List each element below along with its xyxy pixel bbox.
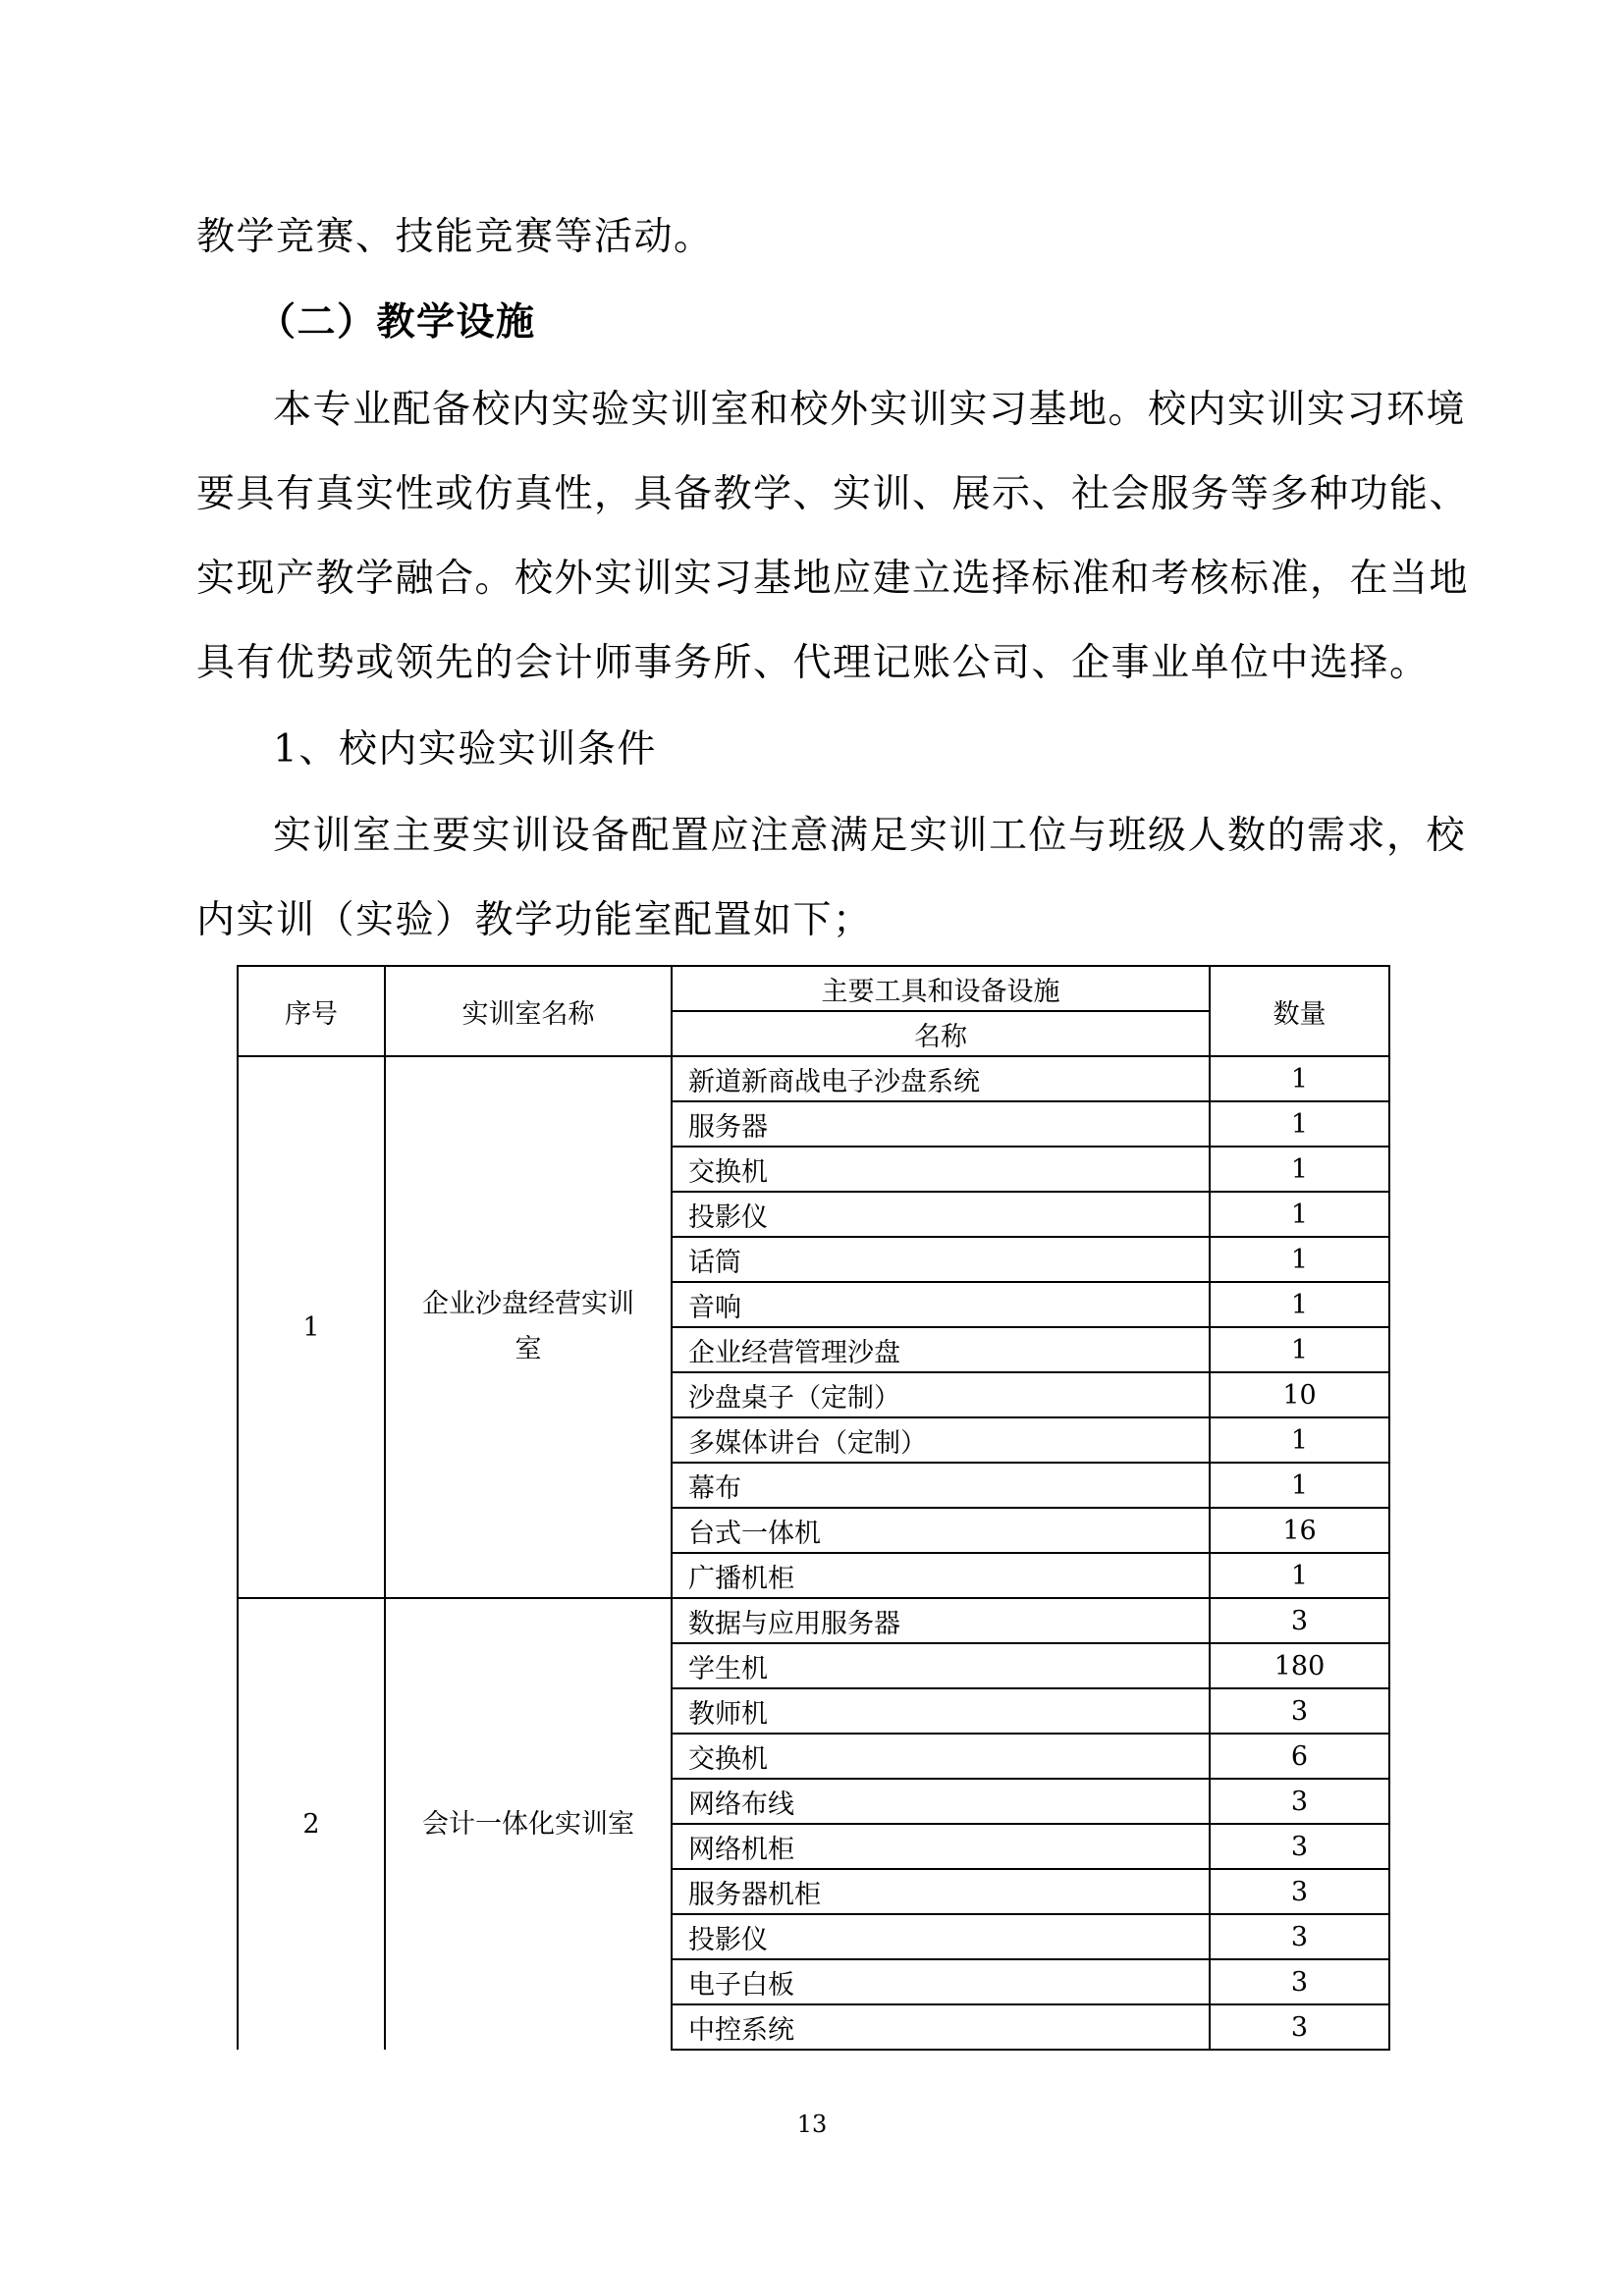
header-quantity: 数量 <box>1210 966 1389 1056</box>
equipment-name-cell: 交换机 <box>672 1147 1210 1192</box>
paragraph-line: 本专业配备校内实验实训室和校外实训实习基地。校内实训实习环境 <box>273 388 1467 432</box>
equipment-quantity-cell: 1 <box>1210 1282 1389 1327</box>
equipment-quantity-cell: 1 <box>1210 1463 1389 1508</box>
equipment-quantity-cell: 180 <box>1210 1643 1389 1688</box>
equipment-name-cell: 网络布线 <box>672 1779 1210 1824</box>
equipment-name-cell: 广播机柜 <box>672 1553 1210 1598</box>
equipment-name-cell: 电子白板 <box>672 1959 1210 2004</box>
equipment-name-cell: 沙盘桌子（定制） <box>672 1372 1210 1417</box>
equipment-name-cell: 数据与应用服务器 <box>672 1598 1210 1643</box>
equipment-quantity-cell: 1 <box>1210 1192 1389 1237</box>
header-room-name: 实训室名称 <box>385 966 672 1056</box>
table-header-row <box>238 966 1389 1011</box>
paragraph-line: 内实训（实验）教学功能室配置如下； <box>196 898 873 942</box>
equipment-quantity-cell: 3 <box>1210 1869 1389 1914</box>
equipment-name-cell: 服务器机柜 <box>672 1869 1210 1914</box>
paragraph-line: 具有优势或领先的会计师事务所、代理记账公司、企事业单位中选择。 <box>196 641 1430 685</box>
equipment-name-cell: 新道新商战电子沙盘系统 <box>672 1056 1210 1101</box>
equipment-name-cell: 投影仪 <box>672 1192 1210 1237</box>
equipment-quantity-cell: 1 <box>1210 1327 1389 1372</box>
subsection-heading: 1、校内实验实训条件 <box>273 727 657 772</box>
equipment-quantity-cell: 1 <box>1210 1056 1389 1101</box>
room-name-line: 企业沙盘经营实训 <box>422 1289 634 1319</box>
equipment-name-cell: 幕布 <box>672 1463 1210 1508</box>
equipment-quantity-cell: 3 <box>1210 1598 1389 1643</box>
room-name-line: 会计一体化实训室 <box>422 1808 634 1840</box>
equipment-name-cell: 服务器 <box>672 1101 1210 1147</box>
equipment-name-cell: 台式一体机 <box>672 1508 1210 1553</box>
equipment-name-cell: 音响 <box>672 1282 1210 1327</box>
equipment-quantity-cell: 3 <box>1210 2004 1389 2050</box>
equipment-name-cell: 话筒 <box>672 1237 1210 1282</box>
equipment-quantity-cell: 3 <box>1210 1914 1389 1959</box>
paragraph-continuation: 教学竞赛、技能竞赛等活动。 <box>196 215 714 259</box>
equipment-quantity-cell: 1 <box>1210 1237 1389 1282</box>
equipment-name-cell: 投影仪 <box>672 1914 1210 1959</box>
room-name-line: 室 <box>514 1334 542 1364</box>
room-seq-cell: 2 <box>238 1598 385 2050</box>
equipment-quantity-cell: 3 <box>1210 1779 1389 1824</box>
equipment-name-cell: 多媒体讲台（定制） <box>672 1417 1210 1463</box>
equipment-quantity-cell: 1 <box>1210 1553 1389 1598</box>
equipment-quantity-cell: 3 <box>1210 1688 1389 1734</box>
equipment-quantity-cell: 1 <box>1210 1417 1389 1463</box>
room-name-cell <box>385 1598 672 2050</box>
equipment-quantity-cell: 3 <box>1210 1824 1389 1869</box>
paragraph-line: 实现产教学融合。校外实训实习基地应建立选择标准和考核标准，在当地 <box>196 557 1470 601</box>
paragraph-line: 实训室主要实训设备配置应注意满足实训工位与班级人数的需求，校 <box>273 814 1467 858</box>
header-equipment-name: 名称 <box>672 1011 1210 1056</box>
equipment-table <box>237 965 1390 2051</box>
header-seq: 序号 <box>238 966 385 1056</box>
room-name-cell <box>385 1056 672 1598</box>
equipment-name-cell: 网络机柜 <box>672 1824 1210 1869</box>
equipment-quantity-cell: 16 <box>1210 1508 1389 1553</box>
page-number: 13 <box>796 2110 828 2138</box>
equipment-quantity-cell: 1 <box>1210 1101 1389 1147</box>
equipment-quantity-cell: 1 <box>1210 1147 1389 1192</box>
equipment-name-cell: 学生机 <box>672 1643 1210 1688</box>
equipment-name-cell: 交换机 <box>672 1734 1210 1779</box>
equipment-quantity-cell: 3 <box>1210 1959 1389 2004</box>
header-equipment-group: 主要工具和设备设施 <box>672 966 1210 1011</box>
equipment-name-cell: 企业经营管理沙盘 <box>672 1327 1210 1372</box>
equipment-quantity-cell: 10 <box>1210 1372 1389 1417</box>
equipment-quantity-cell: 6 <box>1210 1734 1389 1779</box>
table-row <box>238 1598 1389 1643</box>
room-seq-cell: 1 <box>238 1056 385 1598</box>
equipment-name-cell: 中控系统 <box>672 2004 1210 2050</box>
equipment-name-cell: 教师机 <box>672 1688 1210 1734</box>
paragraph-line: 要具有真实性或仿真性，具备教学、实训、展示、社会服务等多种功能、 <box>196 472 1470 516</box>
table-row <box>238 1056 1389 1101</box>
section-heading-teaching-facilities: （二）教学设施 <box>257 299 536 345</box>
